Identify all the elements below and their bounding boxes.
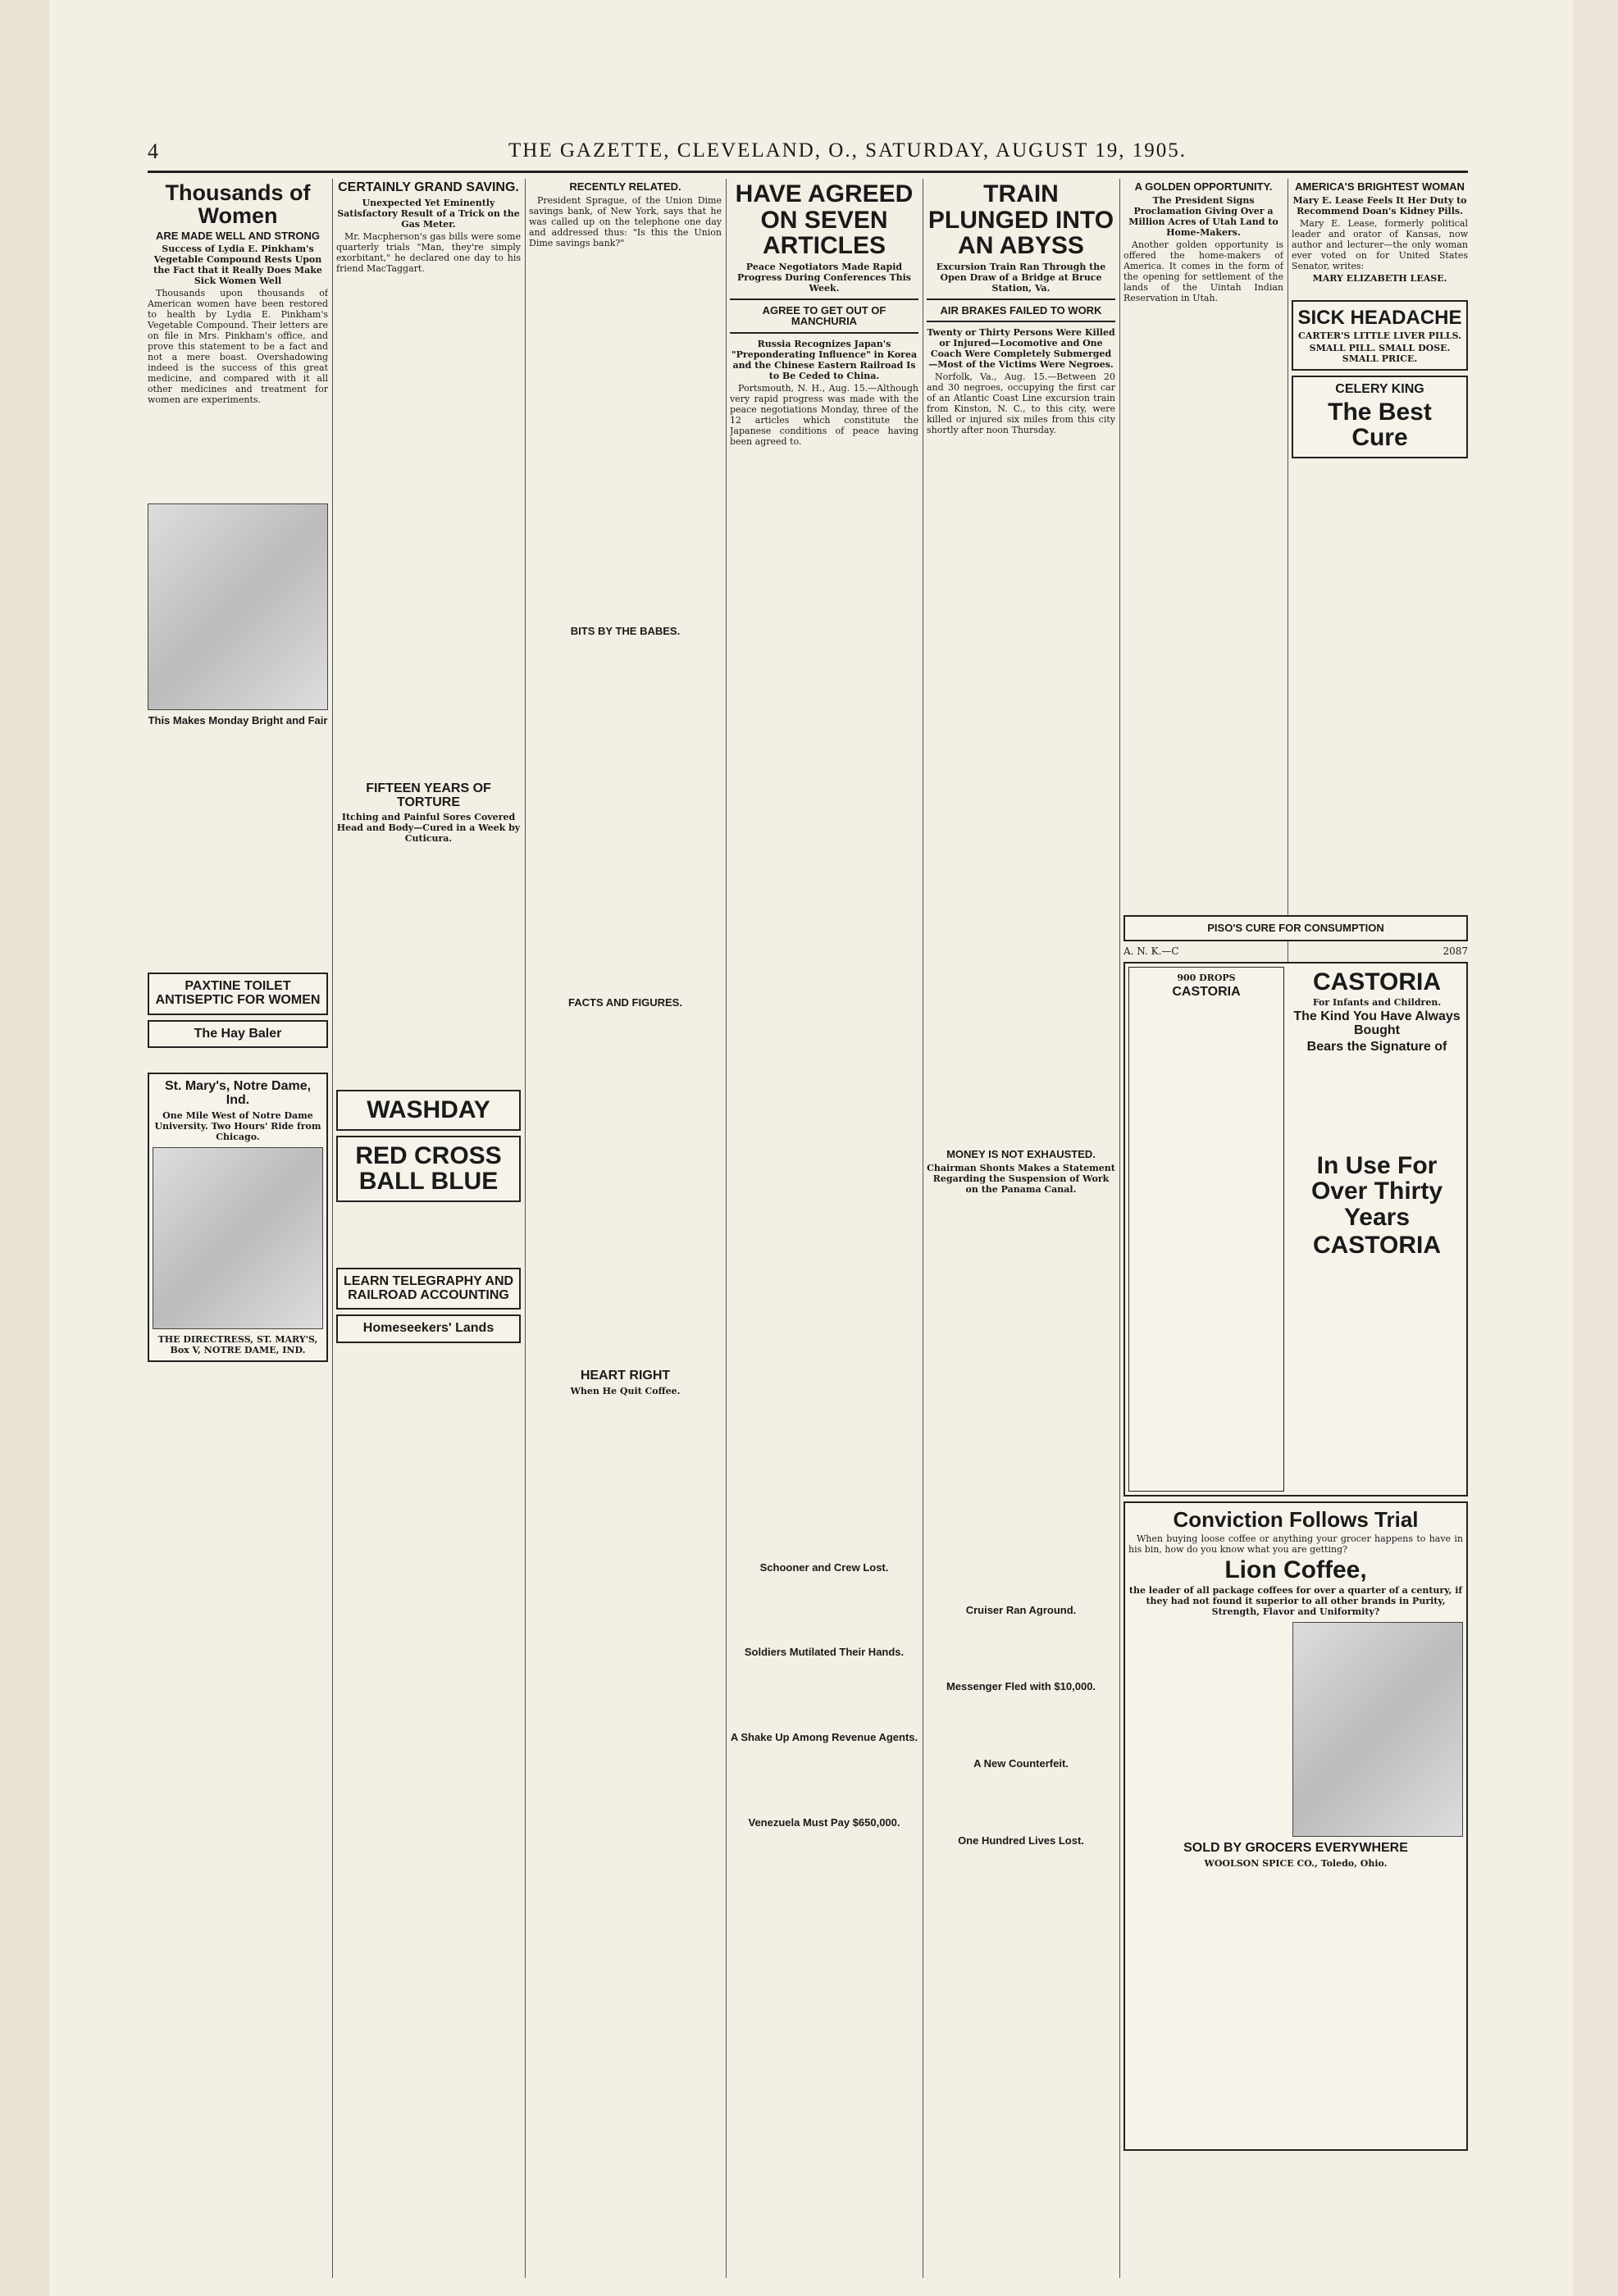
col1-headline: Thousands of Women	[165, 180, 311, 229]
hay-baler-ad	[148, 1020, 328, 1049]
col3-h3: FACTS AND FIGURES.	[568, 996, 682, 1009]
col3-body: President Sprague, of the Union Dime savings bank, of New York, says that he was called up on the telephone one day and addressed thus: "Is this the Union Dime savings bank?"	[529, 194, 722, 248]
page-number: 4	[148, 139, 158, 163]
column-separator	[332, 179, 333, 2278]
sick-headache-title: SICK HEADACHE	[1297, 306, 1462, 329]
castoria-in-use: In Use For Over Thirty Years	[1310, 1151, 1443, 1231]
col1-body: Thousands upon thousands of American women have been restored to health by Lydia E. Pinkham's Vegetable Compound. Their letters are on file in Mrs. Pinkham's office, and prove this statement to be a fact and not a mere boast. Overshadowing indeed is the success of this great medicine, and compared with it all other medicines and treatment for women are experiments.	[148, 288, 328, 406]
col7-body: Mary E. Lease, formerly political leader and orator of Kansas, now author and lecturer—the only woman ever voted on for United States Senator, writes:	[1292, 217, 1468, 271]
lion-coffee-title: Lion Coffee,	[1224, 1556, 1367, 1583]
masthead-rule	[148, 171, 1468, 173]
conviction-body: When buying loose coffee or anything your grocer happens to have in his bin, how do you know what you are getting?	[1128, 1533, 1463, 1555]
column-2	[336, 179, 521, 2286]
paxtine-title: PAXTINE TOILET ANTISEPTIC FOR WOMEN	[155, 978, 321, 1007]
st-marys-sub: One Mile West of Notre Dame University. Two Hours' Ride from Chicago.	[154, 1109, 321, 1142]
column-separator	[1119, 179, 1120, 2278]
col4-deck2: Russia Recognizes Japan's "Preponderating Influence" in Korea and the Chinese Eastern Railroad Is to Be Ceded to China.	[731, 338, 918, 381]
small-pill-line: SMALL PILL. SMALL DOSE. SMALL PRICE.	[1309, 342, 1451, 364]
piso-title: PISO'S CURE FOR CONSUMPTION	[1207, 922, 1384, 934]
ansc-label: A. N. K.—C	[1123, 945, 1179, 957]
lower-right-ads	[1123, 910, 1468, 2280]
col5-sub: AIR BRAKES FAILED TO WORK	[940, 303, 1102, 317]
homeseekers-title: Homeseekers' Lands	[362, 1321, 495, 1336]
col4-headline: HAVE AGREED ON SEVEN ARTICLES	[735, 180, 914, 259]
telegraphy-title: LEARN TELEGRAPHY AND RAILROAD ACCOUNTING	[343, 1273, 514, 1302]
col5-h5: A New Counterfeit.	[973, 1757, 1069, 1770]
ansc-line	[1123, 946, 1468, 957]
castoria-bears: Bears the Signature of	[1306, 1039, 1447, 1054]
col3-h2: BITS BY THE BABES.	[570, 624, 681, 637]
left-margin	[0, 0, 49, 2296]
col3-headline: RECENTLY RELATED.	[569, 180, 681, 193]
col4-deck: Peace Negotiators Made Rapid Progress During Conferences This Week.	[736, 261, 912, 294]
celery-king-title: CELERY KING	[1335, 381, 1424, 396]
col3-h4-deck: When He Quit Coffee.	[570, 1385, 681, 1396]
col4-h7: A Shake Up Among Revenue Agents.	[730, 1731, 918, 1744]
woolson-line: WOOLSON SPICE CO., Toledo, Ohio.	[1204, 1858, 1388, 1870]
rule	[927, 321, 1115, 322]
castoria-text	[1291, 967, 1463, 1492]
col5-h3: Cruiser Ran Aground.	[965, 1603, 1077, 1616]
red-cross-title: RED CROSS BALL BLUE	[355, 1141, 502, 1196]
piso-ad	[1123, 915, 1468, 941]
col5-h6: One Hundred Lives Lost.	[958, 1834, 1084, 1847]
st-marys-illustration	[153, 1147, 323, 1329]
col7-headline: AMERICA'S BRIGHTEST WOMAN	[1295, 180, 1465, 193]
best-cure-title: The Best Cure	[1328, 398, 1432, 452]
col3-h4: HEART RIGHT	[580, 1368, 671, 1383]
column-4	[730, 179, 918, 2286]
castoria-bottle-title: CASTORIA	[1172, 984, 1241, 999]
castoria-bottle	[1128, 967, 1284, 1492]
lion-coffee-package	[1292, 1622, 1463, 1837]
col5-h2-deck: Chairman Shonts Makes a Statement Regarding the Suspension of Work on the Panama Canal.	[927, 1162, 1115, 1195]
col4-body: Portsmouth, N. H., Aug. 15.—Although very rapid progress was made with the peace negotiations Monday, three of the 12 articles which constitute the Japanese conditions of peace having been agreed to.	[730, 382, 918, 447]
st-marys-title: St. Mary's, Notre Dame, Ind.	[164, 1079, 312, 1108]
washer-caption: This Makes Monday Bright and Fair	[148, 714, 328, 727]
red-cross-ad	[336, 1136, 521, 1202]
col4-h6: Soldiers Mutilated Their Hands.	[744, 1646, 905, 1659]
col1-deck: Success of Lydia E. Pinkham's Vegetable Compound Rests Upon the Fact that it Really Does Make Sick Women Well	[153, 244, 322, 287]
col5-headline: TRAIN PLUNGED INTO AN ABYSS	[928, 180, 1114, 259]
lion-coffee-sub: the leader of all package coffees for over a quarter of a century, if they had not found it superior to all other brands in Purity, Strength, Flavor and Uniformity?	[1128, 1585, 1463, 1618]
homeseekers-ad	[336, 1314, 521, 1343]
masthead: THE GAZETTE, CLEVELAND, O., SATURDAY, AUGUST 19, 1905.	[508, 139, 1187, 162]
col6-deck: The President Signs Proclamation Giving Over a Million Acres of Utah Land to Home-Makers.	[1128, 194, 1278, 238]
col2-body: Mr. Macpherson's gas bills were some quarterly trials "Man, they're simply exorbitant," he declared one day to his friend MacTaggart.	[336, 230, 521, 274]
col5-h2: MONEY IS NOT EXHAUSTED.	[946, 1148, 1096, 1161]
column-separator	[525, 179, 526, 2278]
col5-deck2: Twenty or Thirty Persons Were Killed or Injured—Locomotive and One Coach Were Completely Submerged—Most of the Victims Were Negroes.	[927, 327, 1115, 371]
castoria-drops: 900 DROPS	[1177, 972, 1236, 983]
right-margin	[1573, 0, 1618, 2296]
washday-ad	[336, 1090, 521, 1131]
paxtine-ad	[148, 973, 328, 1015]
col7-deck: Mary E. Lease Feels It Her Duty to Recommend Doan's Kidney Pills.	[1292, 194, 1467, 216]
lion-coffee-ad	[1123, 1501, 1468, 2151]
rule	[730, 298, 918, 300]
carters-title: CARTER'S LITTLE LIVER PILLS.	[1298, 330, 1461, 341]
col2-h2: FIFTEEN YEARS OF TORTURE	[366, 781, 491, 809]
col7-signature: MARY ELIZABETH LEASE.	[1312, 272, 1447, 284]
castoria-title: CASTORIA	[1312, 968, 1442, 995]
col5-deck: Excursion Train Ran Through the Open Draw of a Bridge at Bruce Station, Va.	[936, 261, 1106, 294]
telegraphy-ad	[336, 1268, 521, 1310]
col2-headline: CERTAINLY GRAND SAVING.	[338, 180, 519, 194]
castoria-title-2: CASTORIA	[1312, 1232, 1442, 1260]
col4-h5: Schooner and Crew Lost.	[759, 1560, 889, 1574]
conviction-title: Conviction Follows Trial	[1173, 1506, 1419, 1532]
column-separator	[726, 179, 727, 2278]
celery-king-ad	[1292, 376, 1468, 458]
col4-sub: AGREE TO GET OUT OF MANCHURIA	[762, 303, 886, 328]
col6-body: Another golden opportunity is offered the home-makers of America. It comes in the form of the opening for settlement of the lands of the Uintah Indian Reservation in Utah.	[1123, 239, 1283, 303]
col2-deck: Unexpected Yet Eminently Satisfactory Result of a Trick on the Gas Meter.	[337, 197, 520, 230]
sold-by-grocers: SOLD BY GROCERS EVERYWHERE	[1183, 1841, 1408, 1856]
washday-title: WASHDAY	[367, 1096, 490, 1124]
castoria-kind: The Kind You Have Always Bought	[1293, 1009, 1461, 1037]
rule	[730, 332, 918, 334]
washer-illustration	[148, 503, 328, 710]
col4-h8: Venezuela Must Pay $650,000.	[748, 1815, 900, 1829]
sick-headache-ad	[1292, 300, 1468, 371]
column-3	[529, 179, 722, 2286]
castoria-subtitle: For Infants and Children.	[1312, 997, 1442, 1009]
hay-baler-title: The Hay Baler	[194, 1026, 282, 1041]
column-5	[927, 179, 1115, 2286]
col6-headline: A GOLDEN OPPORTUNITY.	[1134, 180, 1273, 193]
st-marys-footer: THE DIRECTRESS, ST. MARY'S, Box V, NOTRE DAME, IND.	[157, 1333, 318, 1355]
col1-sub: ARE MADE WELL AND STRONG	[155, 229, 321, 242]
col5-h4: Messenger Fled with $10,000.	[946, 1680, 1096, 1693]
ansc-number: 2087	[1443, 945, 1468, 957]
st-marys-ad	[148, 1073, 328, 1362]
rule	[927, 298, 1115, 300]
column-1	[148, 179, 328, 2286]
castoria-ad	[1123, 962, 1468, 1496]
col2-h2-deck: Itching and Painful Sores Covered Head and Body—Cured in a Week by Cuticura.	[336, 812, 521, 845]
col5-body: Norfolk, Va., Aug. 15.—Between 20 and 30 negroes, occupying the first car of an Atlantic Coast Line excursion train from Kinston, N. C., to this city, were killed or injured six miles from this city shortly after noon Thursday.	[927, 371, 1115, 436]
